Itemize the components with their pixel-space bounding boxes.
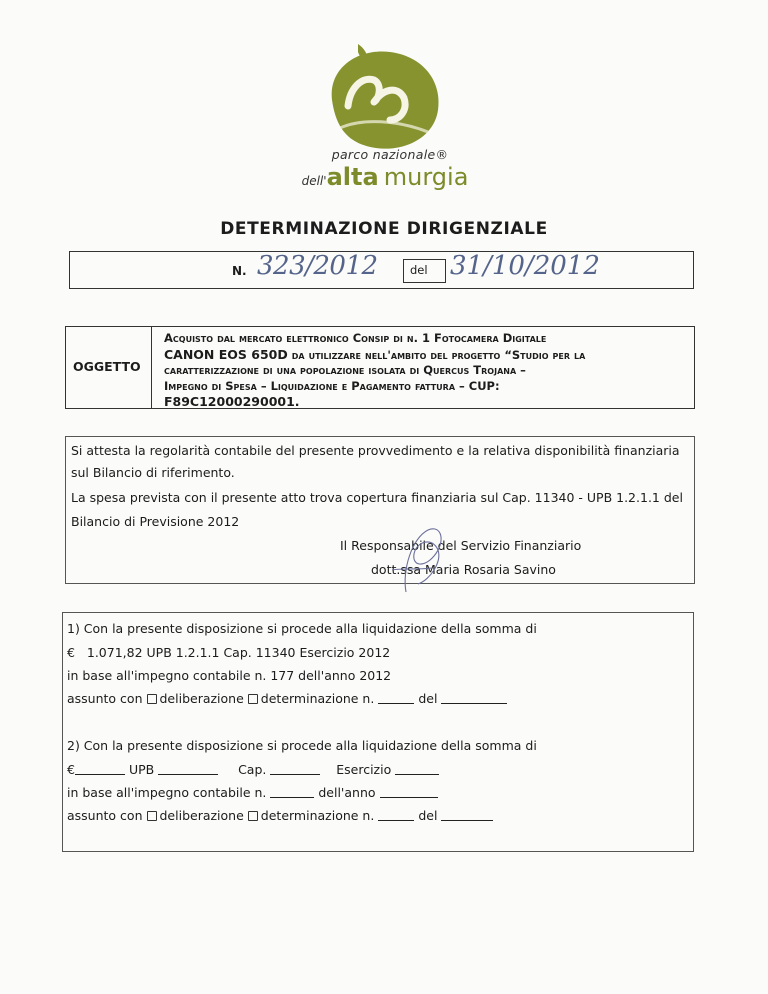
deliberazione-label: deliberazione [159,691,244,706]
amount-blank[interactable] [75,764,125,775]
deliberazione-label-2: deliberazione [159,808,244,823]
del-date-blank-2[interactable] [441,810,493,821]
esercizio-label: Esercizio [336,762,392,777]
determinazione-checkbox-2[interactable] [248,811,258,821]
determinazione-number-blank-2[interactable] [378,810,414,821]
financial-line-1: Si attesta la regolarità contabile del presente provvedimento e la relativa disponibilità finanziaria [71,443,680,458]
financial-officer-role: Il Responsabile del Servizio Finanziario [340,538,582,553]
number-label: N. [232,264,247,278]
cap-label: Cap. [238,762,267,777]
oggetto-divider [151,326,152,409]
oggetto-cup-code: F89C12000290001. [164,394,300,410]
del-label: del [418,691,438,706]
oggetto-line-1: Acquisto dal mercato elettronico Consip di n. 1 Fotocamera Digitale [164,331,547,345]
impegno-label: in base all'impegno contabile n. [67,785,267,800]
logo-text-parco-nazionale: parco nazionale® [331,147,449,162]
deliberazione-checkbox-2[interactable] [147,811,157,821]
handwritten-signature [372,510,452,600]
upb-label: UPB [128,762,155,777]
oggetto-line-3: caratterizzazione di una popolazione isolata di Quercus Trojana – [164,363,526,378]
assunto-con-label: assunto con [67,691,143,706]
deliberazione-checkbox[interactable] [147,694,157,704]
euro-symbol-2: € [67,762,75,777]
liquidation-1-amount: 1.071,82 UPB 1.2.1.1 Cap. 11340 Esercizio 2012 [86,645,391,660]
liquidation-2-impegno-line [67,785,438,800]
financial-line-3: La spesa prevista con il presente atto trova copertura finanziaria sul Cap. 11340 - UPB 1.2.1.1 del [71,490,683,505]
determinazione-label: determinazione n. [260,691,375,706]
anno-blank[interactable] [380,787,438,798]
financial-officer-name: dott.ssa Maria Rosaria Savino [371,562,556,577]
logo-text-murgia: murgia [383,163,469,191]
oggetto-text [164,331,688,410]
cap-blank[interactable] [270,764,320,775]
financial-line-2: sul Bilancio di riferimento. [71,465,235,480]
liquidation-1-intro: 1) Con la presente disposizione si procede alla liquidazione della somma di [67,621,537,636]
determinazione-label-2: determinazione n. [260,808,375,823]
liquidation-1-amount-line [67,645,390,660]
del-label-2: del [418,808,438,823]
oggetto-line-2-rest: da utilizzare nell'ambito del progetto “Studio per la [287,347,586,362]
anno-label: dell'anno [318,785,376,800]
esercizio-blank[interactable] [395,764,439,775]
upb-blank[interactable] [158,764,218,775]
oggetto-line-4: Impegno di Spesa – Liquidazione e Pagamento fattura – CUP: [164,378,500,393]
handwritten-date: 31/10/2012 [450,251,600,281]
del-date-blank[interactable] [441,693,507,704]
liquidation-1-assunto-line [67,691,507,706]
liquidation-2-intro: 2) Con la presente disposizione si procede alla liquidazione della somma di [67,738,537,753]
oggetto-label: OGGETTO [73,359,141,374]
del-label-box: del [403,259,446,283]
liquidation-1-impegno: in base all'impegno contabile n. 177 dell'anno 2012 [67,668,392,683]
impegno-number-blank[interactable] [270,787,314,798]
logo-text-alta-murgia [250,163,520,191]
determinazione-number-blank[interactable] [378,693,414,704]
euro-symbol: € [67,645,75,660]
logo-text-alta: alta [326,163,379,191]
handwritten-number: 323/2012 [257,251,378,281]
oggetto-line-2 [164,347,688,364]
document-title: DETERMINAZIONE DIRIGENZIALE [220,219,548,239]
financial-line-4: Bilancio di Previsione 2012 [71,514,240,529]
park-logo [318,40,448,155]
determinazione-checkbox[interactable] [248,694,258,704]
liquidation-2-assunto-line [67,808,493,823]
logo-text-dell: dell' [301,174,327,188]
assunto-con-label-2: assunto con [67,808,143,823]
liquidation-2-amount-line [67,762,439,777]
oggetto-camera-model: CANON EOS 650D [164,346,288,362]
